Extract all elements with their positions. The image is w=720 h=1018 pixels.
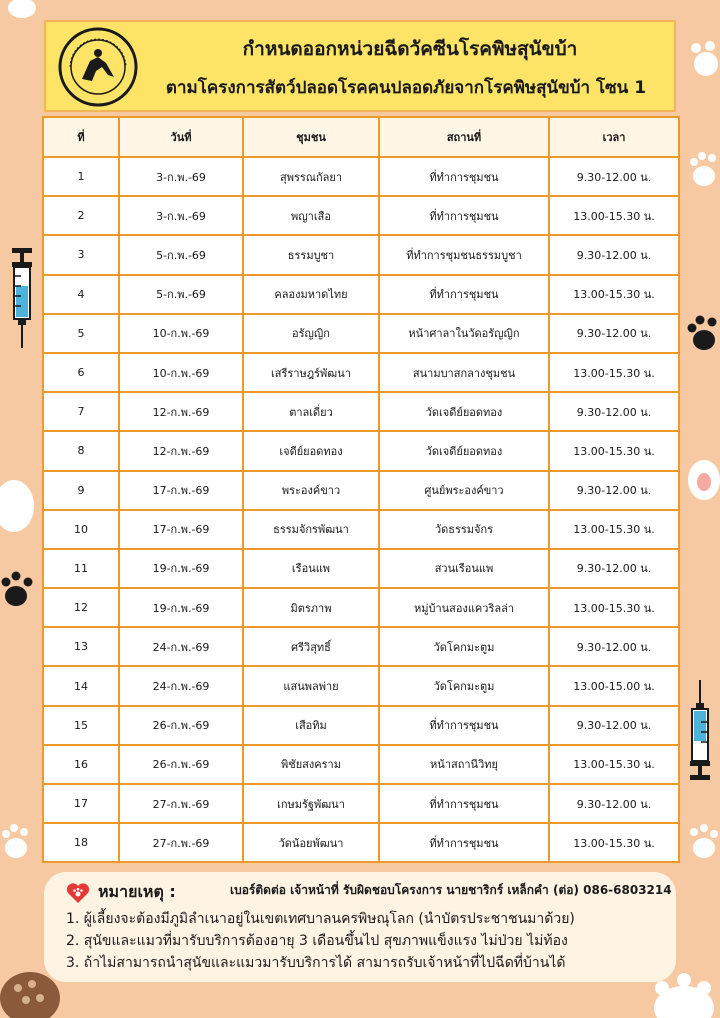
cell-location: หน้าศาลาในวัดอรัญญิก [379, 314, 549, 353]
cell-location: ที่ทำการชุมชน [379, 157, 549, 196]
cell-community: สุพรรณกัลยา [243, 157, 379, 196]
paw-print-icon [684, 312, 720, 356]
cell-location: ที่ทำการชุมชน [379, 823, 549, 862]
table-header-row [43, 117, 679, 157]
column-header-community: ชุมชน [243, 117, 379, 157]
notes-title: หมายเหตุ : [98, 882, 176, 901]
cell-time: 13.00-15.00 น. [549, 666, 679, 705]
paw-print-icon [2, 0, 42, 24]
table-row [43, 549, 679, 588]
cell-date: 19-ก.พ.-69 [119, 549, 243, 588]
cell-time: 13.00-15.30 น. [549, 588, 679, 627]
table-row [43, 353, 679, 392]
cell-location: ที่ทำการชุมชน [379, 275, 549, 314]
cell-location: หน้าสถานีวิทยุ [379, 745, 549, 784]
cell-time: 13.00-15.30 น. [549, 275, 679, 314]
cell-no: 3 [43, 235, 119, 274]
poster-subtitle: ตามโครงการสัตว์ปลอดโรคคนปลอดภัยจากโรคพิษสุนัขบ้า โซน 1 [165, 78, 647, 98]
notes-header [66, 880, 176, 905]
contact-info: เบอร์ติดต่อ เจ้าหน้าที่ รับผิดชอบโครงการ นายชาริกร์ เหล็กคำ (ต่อ) 086-6803214 [230, 883, 672, 897]
cell-no: 6 [43, 353, 119, 392]
cell-location: ที่ทำการชุมชน [379, 196, 549, 235]
column-header-time: เวลา [549, 117, 679, 157]
cell-no: 17 [43, 784, 119, 823]
paw-print-icon [688, 40, 720, 80]
cell-time: 9.30-12.00 น. [549, 549, 679, 588]
vaccination-schedule-table [42, 116, 680, 863]
cell-time: 9.30-12.00 น. [549, 471, 679, 510]
cell-time: 13.00-15.30 น. [549, 353, 679, 392]
cell-location: ศูนย์พระองค์ขาว [379, 471, 549, 510]
table-row [43, 275, 679, 314]
cell-time: 9.30-12.00 น. [549, 784, 679, 823]
cell-no: 1 [43, 157, 119, 196]
cell-community: ธรรมจักรพัฒนา [243, 510, 379, 549]
cell-time: 13.00-15.30 น. [549, 823, 679, 862]
paw-print-icon [686, 150, 720, 190]
cell-no: 18 [43, 823, 119, 862]
cell-location: วัดเจดีย์ยอดทอง [379, 392, 549, 431]
table-row [43, 627, 679, 666]
cell-date: 27-ก.พ.-69 [119, 784, 243, 823]
column-header-no: ที่ [43, 117, 119, 157]
cell-time: 13.00-15.30 น. [549, 196, 679, 235]
municipality-logo [58, 27, 138, 107]
table-row [43, 235, 679, 274]
syringe-icon [686, 678, 714, 782]
cell-no: 14 [43, 666, 119, 705]
cell-community: เสือทิม [243, 706, 379, 745]
paw-print-icon [0, 470, 40, 540]
cell-community: วัดน้อยพัฒนา [243, 823, 379, 862]
cell-no: 16 [43, 745, 119, 784]
syringe-icon [8, 246, 36, 350]
cell-date: 12-ก.พ.-69 [119, 392, 243, 431]
cell-no: 15 [43, 706, 119, 745]
table-row [43, 510, 679, 549]
cell-community: เกษมรัฐพัฒนา [243, 784, 379, 823]
table-row [43, 588, 679, 627]
cell-time: 13.00-15.30 น. [549, 510, 679, 549]
table-row [43, 745, 679, 784]
heart-paw-icon [66, 882, 90, 904]
cell-community: เจดีย์ยอดทอง [243, 431, 379, 470]
table-row [43, 314, 679, 353]
cell-no: 10 [43, 510, 119, 549]
cell-time: 9.30-12.00 น. [549, 706, 679, 745]
cell-time: 9.30-12.00 น. [549, 392, 679, 431]
column-header-location: สถานที่ [379, 117, 549, 157]
cell-time: 13.00-15.30 น. [549, 745, 679, 784]
table-row [43, 196, 679, 235]
cell-date: 10-ก.พ.-69 [119, 353, 243, 392]
cell-time: 9.30-12.00 น. [549, 314, 679, 353]
cell-community: เสรีราษฎร์พัฒนา [243, 353, 379, 392]
cell-date: 26-ก.พ.-69 [119, 706, 243, 745]
table-row [43, 706, 679, 745]
cell-community: เรือนแพ [243, 549, 379, 588]
table-row [43, 784, 679, 823]
note-item: 3. ถ้าไม่สามารถนำสุนัขและแมวมารับบริการได้ สามารถรับเจ้าหน้าที่ไปฉีดที่บ้านได้ [66, 955, 566, 971]
table-row [43, 392, 679, 431]
table-row [43, 431, 679, 470]
cell-community: มิตรภาพ [243, 588, 379, 627]
cell-date: 12-ก.พ.-69 [119, 431, 243, 470]
cell-no: 11 [43, 549, 119, 588]
cell-date: 5-ก.พ.-69 [119, 275, 243, 314]
table-row [43, 157, 679, 196]
cell-date: 5-ก.พ.-69 [119, 235, 243, 274]
cell-date: 27-ก.พ.-69 [119, 823, 243, 862]
cell-no: 13 [43, 627, 119, 666]
cell-no: 4 [43, 275, 119, 314]
cell-community: ศรีวิสุทธิ์ [243, 627, 379, 666]
cell-date: 3-ก.พ.-69 [119, 196, 243, 235]
cell-no: 7 [43, 392, 119, 431]
cell-time: 9.30-12.00 น. [549, 157, 679, 196]
cell-time: 9.30-12.00 น. [549, 627, 679, 666]
cell-no: 5 [43, 314, 119, 353]
cell-time: 9.30-12.00 น. [549, 235, 679, 274]
cell-date: 3-ก.พ.-69 [119, 157, 243, 196]
cell-date: 24-ก.พ.-69 [119, 666, 243, 705]
poster-header [44, 20, 676, 112]
notes-list [66, 908, 668, 974]
cell-community: คลองมหาดไทย [243, 275, 379, 314]
cell-date: 19-ก.พ.-69 [119, 588, 243, 627]
cell-date: 17-ก.พ.-69 [119, 510, 243, 549]
cell-date: 24-ก.พ.-69 [119, 627, 243, 666]
paw-print-icon [684, 820, 720, 864]
cell-date: 17-ก.พ.-69 [119, 471, 243, 510]
cell-community: ตาลเดี่ยว [243, 392, 379, 431]
table-row [43, 666, 679, 705]
cell-no: 9 [43, 471, 119, 510]
cell-community: พระองค์ขาว [243, 471, 379, 510]
cell-time: 13.00-15.30 น. [549, 431, 679, 470]
paw-print-icon [680, 448, 720, 508]
cell-no: 8 [43, 431, 119, 470]
cell-no: 12 [43, 588, 119, 627]
cell-location: สวนเรือนแพ [379, 549, 549, 588]
table-row [43, 471, 679, 510]
paw-print-icon [0, 820, 34, 864]
cell-date: 26-ก.พ.-69 [119, 745, 243, 784]
cell-location: สนามบาสกลางชุมชน [379, 353, 549, 392]
cell-location: วัดเจดีย์ยอดทอง [379, 431, 549, 470]
notes-panel [44, 872, 676, 982]
cell-location: วัดธรรมจักร [379, 510, 549, 549]
cell-location: วัดโคกมะตูม [379, 666, 549, 705]
cell-community: อรัญญิก [243, 314, 379, 353]
paw-print-icon [0, 568, 36, 612]
cell-location: ที่ทำการชุมชนธรรมบูชา [379, 235, 549, 274]
cell-location: ที่ทำการชุมชน [379, 784, 549, 823]
note-item: 1. ผู้เลี้ยงจะต้องมีภูมิลำเนาอยู่ในเขตเทศบาลนครพิษณุโลก (นำบัตรประชาชนมาด้วย) [66, 911, 575, 927]
table-row [43, 823, 679, 862]
cell-community: แสนพลพ่าย [243, 666, 379, 705]
cell-location: วัดโคกมะตูม [379, 627, 549, 666]
poster-title: กำหนดออกหน่วยฉีดวัคซีนโรคพิษสุนัขบ้า [242, 38, 578, 60]
cell-community: ธรรมบูชา [243, 235, 379, 274]
column-header-date: วันที่ [119, 117, 243, 157]
cell-community: พิชัยสงคราม [243, 745, 379, 784]
cell-date: 10-ก.พ.-69 [119, 314, 243, 353]
note-item: 2. สุนัขและแมวที่มารับบริการต้องอายุ 3 เดือนขึ้นไป สุขภาพแข็งแรง ไม่ป่วย ไม่ท้อง [66, 933, 568, 949]
cell-location: หมู่บ้านสองแควริลล่า [379, 588, 549, 627]
cell-community: พญาเสือ [243, 196, 379, 235]
cell-location: ที่ทำการชุมชน [379, 706, 549, 745]
cell-no: 2 [43, 196, 119, 235]
